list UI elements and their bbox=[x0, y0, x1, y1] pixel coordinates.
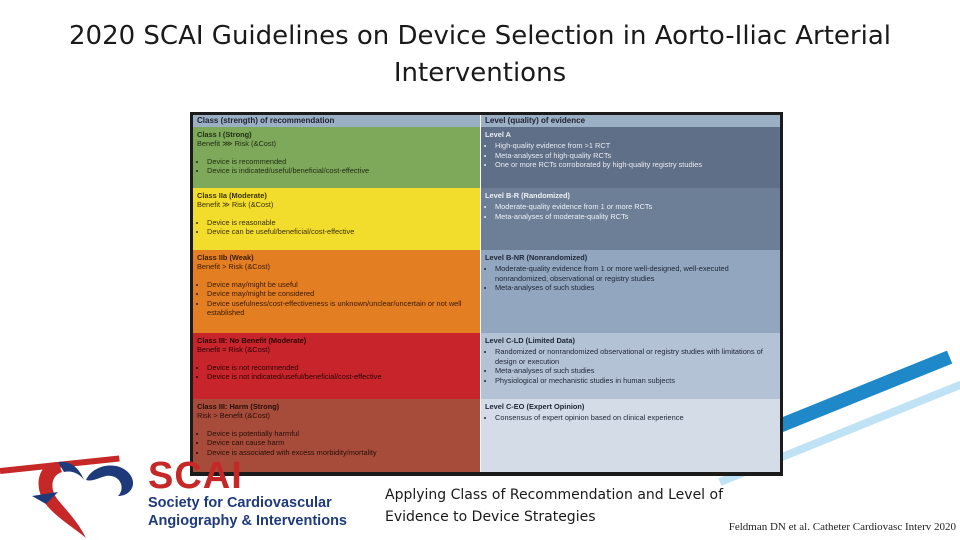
scai-logo bbox=[148, 455, 347, 530]
list-item: • Physiological or mechanistic studies in human subjects bbox=[495, 376, 776, 385]
class-title: Class IIb (Weak) bbox=[197, 253, 254, 262]
level-bullets bbox=[485, 264, 776, 292]
citation: Feldman DN et al. Catheter Cardiovasc Interv 2020 bbox=[728, 521, 956, 533]
class-subtitle: Benefit ⋙ Risk (&Cost) bbox=[197, 139, 277, 149]
class-subtitle: Risk > Benefit (&Cost) bbox=[197, 411, 270, 421]
list-item: • Meta-analyses of high-quality RCTs bbox=[495, 151, 776, 160]
list-item: • Meta-analyses of such studies bbox=[495, 366, 776, 375]
list-item: • Device usefulness/cost-effectiveness is unknown/unclear/uncertain or not well established bbox=[207, 299, 476, 318]
class-i-cell bbox=[193, 127, 480, 188]
header-level: Level (quality) of evidence bbox=[480, 115, 780, 127]
level-bullets bbox=[485, 347, 776, 385]
level-b-r-cell bbox=[480, 188, 780, 250]
level-title: Level C-LD (Limited Data) bbox=[485, 336, 575, 345]
slide-title: 2020 SCAI Guidelines on Device Selection in Aorto-Iliac Arterial Interventions bbox=[68, 21, 891, 88]
list-item: • Meta-analyses of moderate-quality RCTs bbox=[495, 212, 776, 221]
class-bullets bbox=[197, 363, 476, 382]
class-bullets bbox=[197, 280, 476, 318]
class-bullets bbox=[197, 157, 476, 176]
list-item: • Device is indicated/useful/beneficial/cost-effective bbox=[207, 166, 476, 175]
level-bullets bbox=[485, 141, 776, 169]
level-b-nr-cell bbox=[480, 250, 780, 333]
list-item: • Device may/might be useful bbox=[207, 280, 476, 289]
logo-acronym: SCAI bbox=[148, 455, 243, 497]
heart-logo-icon bbox=[28, 452, 146, 540]
list-item: • Device can be useful/beneficial/cost-effective bbox=[207, 227, 476, 236]
list-item: • Device is not indicated/useful/beneficial/cost-effective bbox=[207, 372, 476, 381]
level-bullets bbox=[485, 413, 776, 422]
level-a-cell bbox=[480, 127, 780, 188]
class-iii-no-benefit-cell bbox=[193, 333, 480, 399]
list-item: • Consensus of expert opinion based on clinical experience bbox=[495, 413, 776, 422]
class-title: Class I (Strong) bbox=[197, 130, 252, 139]
list-item: • One or more RCTs corroborated by high-quality registry studies bbox=[495, 160, 776, 169]
list-item: • Device is reasonable bbox=[207, 218, 476, 227]
class-subtitle: Benefit = Risk (&Cost) bbox=[197, 345, 270, 355]
list-item: • Moderate-quality evidence from 1 or more RCTs bbox=[495, 202, 776, 211]
logo-line-2: Angiography & Interventions bbox=[148, 513, 347, 529]
list-item: • Device is recommended bbox=[207, 157, 476, 166]
class-title: Class III: No Benefit (Moderate) bbox=[197, 336, 307, 345]
class-bullets bbox=[197, 429, 476, 457]
level-c-ld-cell bbox=[480, 333, 780, 399]
list-item: • Meta-analyses of such studies bbox=[495, 283, 776, 292]
class-iia-cell bbox=[193, 188, 480, 250]
level-title: Level C-EO (Expert Opinion) bbox=[485, 402, 585, 411]
list-item: • Device is associated with excess morbidity/mortality bbox=[207, 448, 476, 457]
recommendation-grid bbox=[193, 115, 780, 473]
class-bullets bbox=[197, 218, 476, 237]
level-bullets bbox=[485, 202, 776, 221]
class-iib-cell bbox=[193, 250, 480, 333]
header-class: Class (strength) of recommendation bbox=[193, 115, 480, 127]
class-title: Class III: Harm (Strong) bbox=[197, 402, 280, 411]
level-title: Level B-NR (Nonrandomized) bbox=[485, 253, 588, 262]
class-subtitle: Benefit > Risk (&Cost) bbox=[197, 262, 270, 272]
level-title: Level A bbox=[485, 130, 512, 139]
list-item: • Randomized or nonrandomized observational or registry studies with limitations of design or execution bbox=[495, 347, 776, 366]
list-item: • Device is potentially harmful bbox=[207, 429, 476, 438]
list-item: • Device may/might be considered bbox=[207, 289, 476, 298]
level-title: Level B-R (Randomized) bbox=[485, 191, 570, 200]
slide-caption: Applying Class of Recommendation and Level of Evidence to Device Strategies bbox=[385, 487, 724, 525]
list-item: • Moderate-quality evidence from 1 or more well-designed, well-executed nonrandomized, observational or registry studies bbox=[495, 264, 776, 283]
logo-line-1: Society for Cardiovascular bbox=[148, 495, 332, 511]
class-title: Class IIa (Moderate) bbox=[197, 191, 267, 200]
recommendation-table bbox=[190, 112, 783, 476]
level-c-eo-cell bbox=[480, 399, 780, 472]
class-subtitle: Benefit ≫ Risk (&Cost) bbox=[197, 200, 274, 210]
list-item: • Device is not recommended bbox=[207, 363, 476, 372]
list-item: • High-quality evidence from >1 RCT bbox=[495, 141, 776, 150]
list-item: • Device can cause harm bbox=[207, 438, 476, 447]
